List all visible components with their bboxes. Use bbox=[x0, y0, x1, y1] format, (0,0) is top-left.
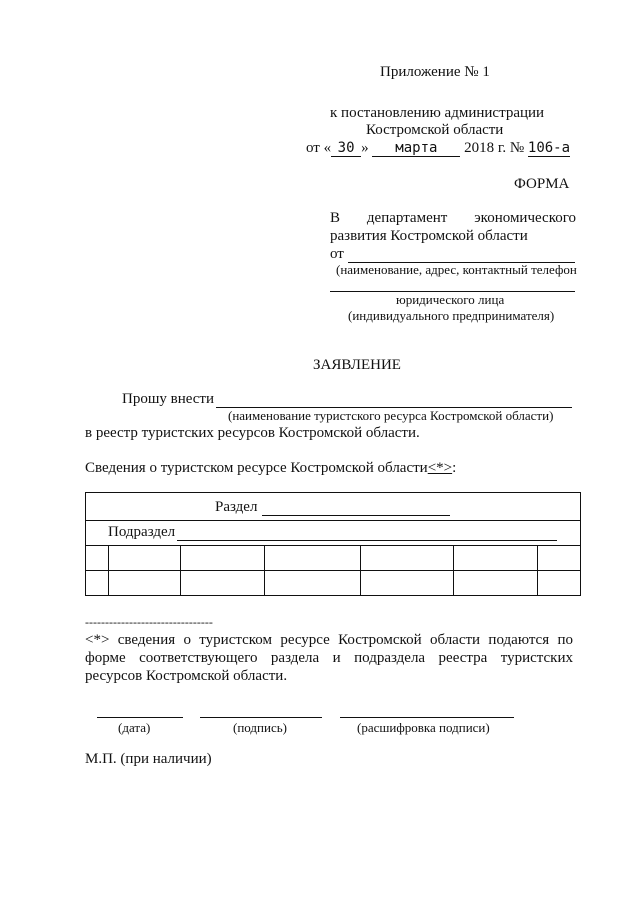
info-heading bbox=[85, 460, 456, 477]
addressee-line2: развития Костромской области bbox=[330, 228, 528, 244]
table-section-field[interactable] bbox=[262, 515, 450, 516]
table-right bbox=[580, 492, 581, 595]
table-bottom bbox=[85, 595, 581, 596]
table-row2-bottom bbox=[85, 545, 581, 546]
footnote-line1: <*> сведения о туристском ресурсе Костромской области подаются по bbox=[85, 632, 573, 648]
decode-field-line[interactable] bbox=[340, 717, 514, 718]
table-top bbox=[85, 492, 581, 493]
date-field-line[interactable] bbox=[97, 717, 183, 718]
addressee-prep: В bbox=[330, 210, 341, 226]
date-day: 30 bbox=[331, 140, 361, 157]
table-col2 bbox=[180, 545, 181, 595]
addressee-hint-contacts: (наименование, адрес, контактный телефон bbox=[336, 262, 577, 277]
table-col5 bbox=[453, 545, 454, 595]
footnote-line2: форме соответствующего раздела и подраздела реестра туристских bbox=[85, 650, 573, 666]
date-year: 2018 г. № bbox=[464, 140, 525, 156]
table-col1 bbox=[108, 545, 109, 595]
info-colon: : bbox=[452, 460, 457, 476]
decode-label: (расшифровка подписи) bbox=[357, 720, 490, 735]
table-subsection-field[interactable] bbox=[177, 540, 557, 541]
addressee-dept: департамент bbox=[366, 210, 448, 226]
stamp-note: М.П. (при наличии) bbox=[85, 751, 212, 767]
table-col6 bbox=[537, 545, 538, 595]
signature-field-line[interactable] bbox=[200, 717, 322, 718]
request-tail: в реестр туристских ресурсов Костромской области. bbox=[85, 425, 420, 441]
appendix-title: Приложение № 1 bbox=[380, 64, 490, 80]
addressee-line1 bbox=[330, 210, 576, 227]
date-prefix: от « bbox=[306, 140, 332, 156]
footnote-separator: -------------------------------- bbox=[85, 615, 213, 629]
footnote-ref: <*> bbox=[427, 460, 453, 476]
region-line: Костромской области bbox=[366, 122, 504, 138]
addressee-hint-legal: юридического лица bbox=[396, 292, 505, 307]
request-hint: (наименование туристского ресурса Костромской области) bbox=[228, 408, 554, 423]
table-subsection-label: Подраздел bbox=[108, 524, 176, 540]
info-heading-text: Сведения о туристском ресурсе Костромской области bbox=[85, 460, 428, 476]
table-row1-bottom bbox=[85, 520, 581, 521]
table-col3 bbox=[264, 545, 265, 595]
date-mid: » bbox=[361, 140, 369, 156]
footnote-line3: ресурсов Костромской области. bbox=[85, 668, 288, 684]
signature-label: (подпись) bbox=[233, 720, 287, 735]
form-label: ФОРМА bbox=[514, 176, 570, 192]
table-left bbox=[85, 492, 86, 595]
resolution-line: к постановлению администрации bbox=[330, 105, 545, 121]
addressee-hint-ip: (индивидуального предпринимателя) bbox=[348, 308, 555, 323]
date-label: (дата) bbox=[118, 720, 151, 735]
resolution-date bbox=[306, 140, 570, 157]
table-section-label: Раздел bbox=[215, 499, 258, 515]
addressee-econ: экономического bbox=[474, 210, 576, 226]
addressee-from: от bbox=[330, 246, 344, 262]
document-title: ЗАЯВЛЕНИЕ bbox=[313, 357, 401, 373]
table-col4 bbox=[360, 545, 361, 595]
table-row3-bottom bbox=[85, 570, 581, 571]
document-number: 106-а bbox=[527, 140, 571, 156]
date-month: марта bbox=[372, 140, 460, 157]
request-lead: Прошу внести bbox=[122, 391, 215, 407]
